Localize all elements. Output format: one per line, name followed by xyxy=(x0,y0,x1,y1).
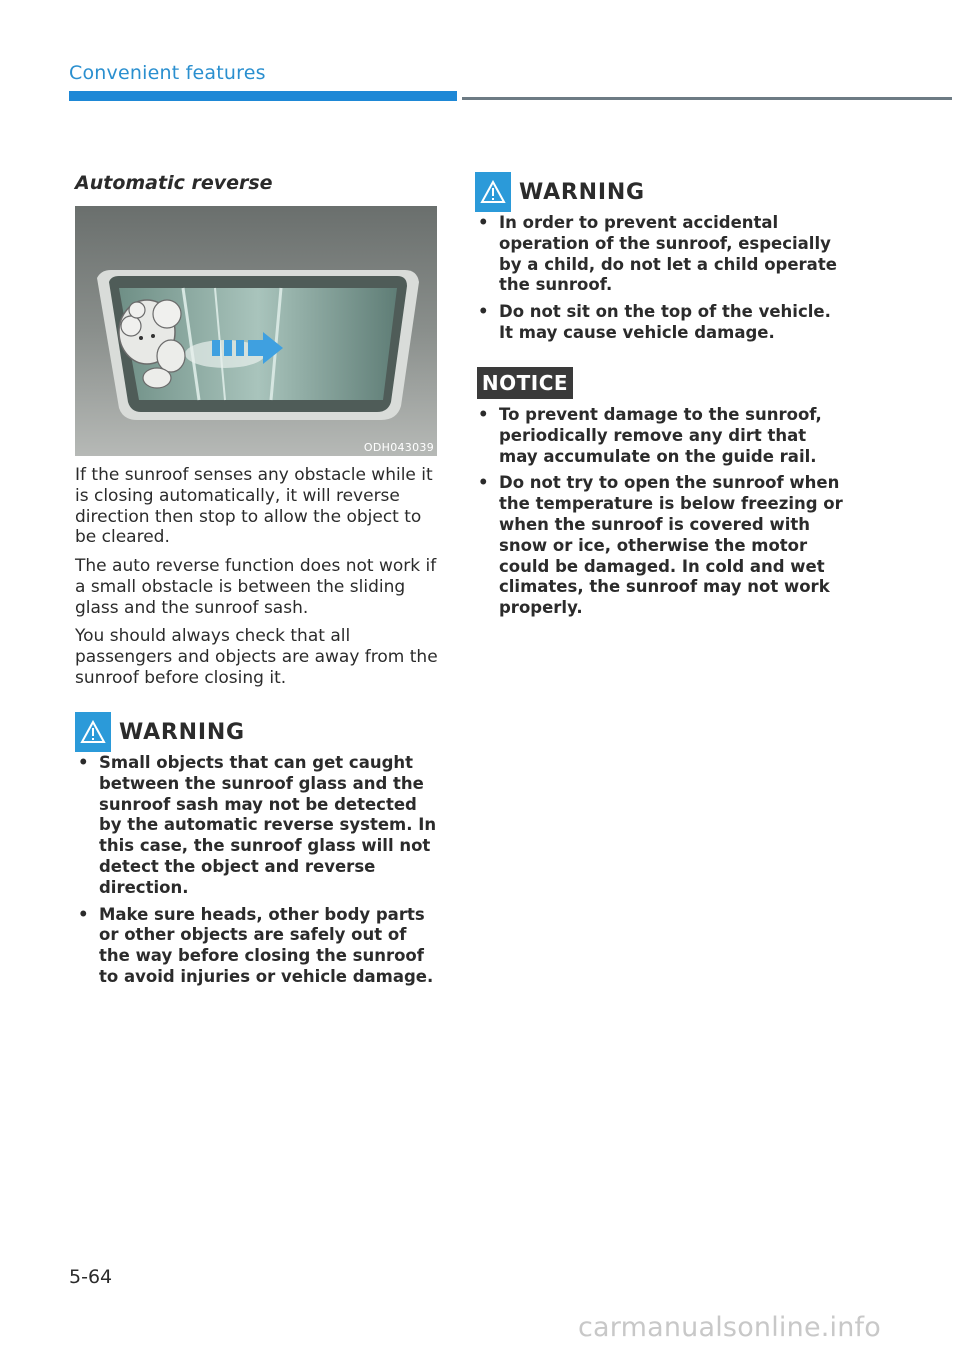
list-item: • Small objects that can get caught between the sunroof glass and the sunroof sash may not be detected by the automatic reverse system. In this case, the sunroof glass will not detect the object and reverse direction. xyxy=(78,753,437,897)
body-paragraph-2: The auto reverse function does not work if a small obstacle is between the sliding glass and the sunroof sash. xyxy=(75,556,437,618)
notice-badge: NOTICE xyxy=(477,367,573,399)
right-warning-header xyxy=(475,172,645,212)
left-warning-list xyxy=(75,753,440,994)
notice-list xyxy=(475,405,845,625)
left-warning-header xyxy=(75,712,245,752)
list-item: • Make sure heads, other body parts or other objects are safely out of the way before closing the sunroof to avoid injuries or vehicle damage. xyxy=(78,904,434,986)
right-warning-list xyxy=(475,213,840,350)
watermark: carmanualsonline.info xyxy=(578,1312,881,1343)
header-rule xyxy=(462,97,952,100)
bullet-dot: • xyxy=(78,904,89,924)
body-paragraph-3: You should always check that all passengers and objects are away from the sunroof before closing it. xyxy=(75,626,438,688)
list-item: • Do not try to open the sunroof when the temperature is below freezing or when the sunroof is covered with snow or ice, otherwise the motor could be damaged. In cold and wet climates, the sunroof may not work properly. xyxy=(478,473,843,618)
header-accent-bar xyxy=(69,91,457,101)
bullet-dot: • xyxy=(478,213,489,232)
page-number: 5-64 xyxy=(69,1266,113,1288)
list-item: • To prevent damage to the sunroof, periodically remove any dirt that may accumulate on the guide rail. xyxy=(478,405,822,466)
warning-label: WARNING xyxy=(119,719,245,745)
bullet-dot: • xyxy=(478,405,489,424)
sunroof-obstacle-illustration xyxy=(75,206,437,456)
body-paragraph-1: If the sunroof senses any obstacle while it is closing automatically, it will reverse direction then stop to allow the object to be cleared. xyxy=(75,465,433,548)
sunroof-figure xyxy=(75,206,437,456)
bullet-dot: • xyxy=(478,473,489,493)
warning-triangle-icon xyxy=(75,712,111,752)
list-item: • Do not sit on the top of the vehicle. It may cause vehicle damage. xyxy=(478,302,831,342)
section-heading: Automatic reverse xyxy=(75,172,273,194)
warning-triangle-icon xyxy=(475,172,511,212)
list-item: • In order to prevent accidental operation of the sunroof, especially by a child, do not let a child operate the sunroof. xyxy=(478,213,837,295)
header-section-title: Convenient features xyxy=(69,62,266,84)
bullet-dot: • xyxy=(78,753,89,772)
bullet-dot: • xyxy=(478,302,489,322)
warning-label: WARNING xyxy=(519,179,645,205)
figure-code: ODH043039 xyxy=(363,441,434,454)
